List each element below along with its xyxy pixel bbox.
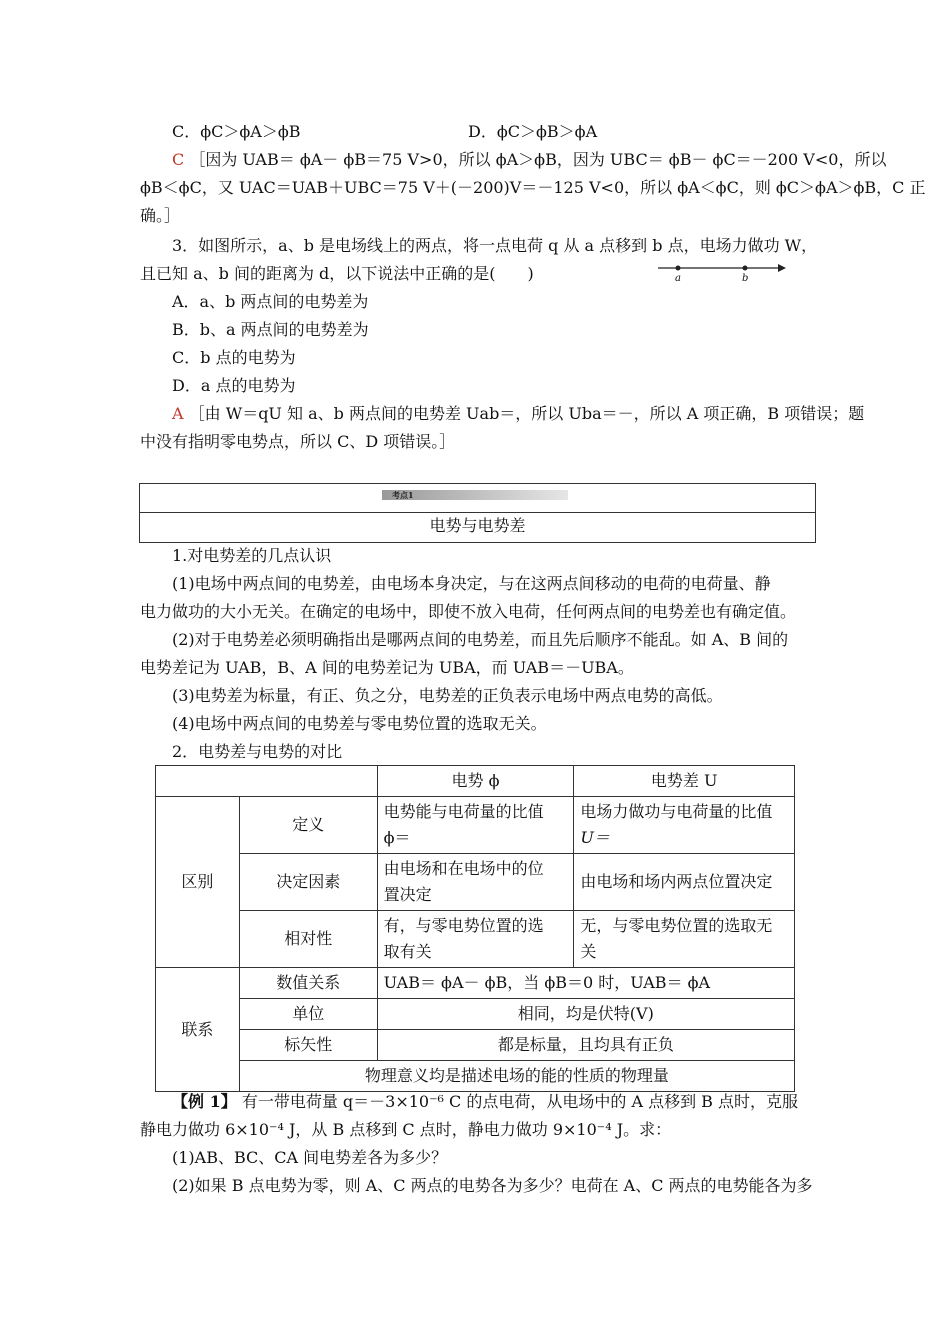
question3-option-c: C．b 点的电势为: [172, 348, 296, 367]
cell-meaning: 物理意义均是描述电场的能的性质的物理量: [239, 1061, 794, 1092]
table-corner-cell: [156, 766, 378, 797]
group-difference: 区别: [156, 797, 240, 968]
example1-text1: 有一带电荷量 q＝－3×10⁻⁶ C 的点电荷，从电场中的 A 点移到 B 点时，克服: [241, 1092, 799, 1111]
cell-text: ϕ＝: [383, 828, 411, 847]
cell-text: 无，与零电势位置的选取无: [580, 916, 773, 935]
point2-line2: 电势差记为 UAB，B、A 间的电势差记为 UBA，而 UAB＝－UBA。: [140, 658, 634, 677]
table-row: [156, 1061, 795, 1092]
cell-numeric: UAB＝ ϕA－ ϕB，当 ϕB＝0 时，UAB＝ ϕA: [377, 968, 794, 999]
cell-text: U＝: [580, 828, 610, 847]
cell-factors-difference: 由电场和场内两点位置决定: [574, 854, 795, 911]
cell-text: 电势能与电荷量的比值: [383, 802, 544, 821]
header-potential-difference: 电势差 U: [574, 766, 795, 797]
cell-text: 取有关: [383, 942, 432, 961]
cell-text: 由电场和在电场中的位: [383, 859, 544, 878]
cell-definition-potential: [377, 797, 574, 854]
option-d-text: ϕC＞ϕB＞ϕA: [496, 122, 598, 141]
section-tag-banner: [382, 490, 568, 500]
table-row: [156, 999, 795, 1030]
question3-line2: 且已知 a、b 间的距离为 d，以下说法中正确的是( ): [140, 264, 534, 283]
example1-question1: (1)AB、BC、CA 间电势差各为多少？: [172, 1148, 448, 1167]
row-label-unit: 单位: [239, 999, 377, 1030]
group-relation: 联系: [156, 968, 240, 1092]
answer3-text1: ［由 W＝qU 知 a、b 两点间的电势差 Uab＝，所以 Uba＝－，所以 A 项正确，B 项错误；题: [188, 404, 865, 423]
row-label-factors: 决定因素: [239, 854, 377, 911]
points-heading2: 2．电势差与电势的对比: [172, 742, 343, 761]
cell-text: 有，与零电势位置的选: [383, 916, 544, 935]
question3-option-a: A．a、b 两点间的电势差为: [172, 292, 369, 311]
table-row: [156, 911, 795, 968]
comparison-table: [155, 765, 795, 1092]
row-label-definition: 定义: [239, 797, 377, 854]
answer2-line2: ϕB＜ϕC，又 UAC＝UAB＋UBC＝75 V＋(－200)V＝－125 V<0，所以 ϕA＜ϕC，则 ϕC＞ϕA＞ϕB，C 正: [140, 178, 926, 197]
cell-unit: 相同，均是伏特(V): [377, 999, 794, 1030]
table-row: [156, 854, 795, 911]
option-d-label: D．: [468, 122, 497, 141]
section-tag: 考点1: [392, 490, 414, 500]
cell-text: 关: [580, 942, 597, 961]
option-c-text: ϕC＞ϕA＞ϕB: [200, 122, 301, 141]
cell-factors-potential: [377, 854, 574, 911]
field-arrow-icon: [778, 264, 786, 272]
table-row: [156, 1030, 795, 1061]
example1-line1: [172, 1092, 798, 1112]
table-row: [156, 968, 795, 999]
field-line-diagram: [650, 258, 790, 288]
row-label-scalar: 标矢性: [239, 1030, 377, 1061]
option-d: [468, 122, 597, 142]
answer2-letter: C: [172, 150, 185, 169]
option-c: [172, 122, 301, 142]
point1-line2: 电力做功的大小无关。在确定的电场中，即使不放入电荷，任何两点间的电势差也有确定值。: [140, 602, 797, 621]
section-divider: [140, 512, 815, 513]
point3: (3)电势差为标量，有正、负之分，电势差的正负表示电场中两点电势的高低。: [172, 686, 723, 705]
cell-text: 电场力做功与电荷量的比值: [580, 802, 773, 821]
option-c-label: C．: [172, 122, 201, 141]
points-heading1: 1.对电势差的几点认识: [172, 546, 332, 565]
point-b-label: b: [742, 273, 749, 284]
row-label-relativity: 相对性: [239, 911, 377, 968]
question3-option-d: D．a 点的电势为: [172, 376, 296, 395]
cell-text: 置决定: [383, 885, 432, 904]
answer2-line1: [172, 150, 886, 170]
section-box: [139, 483, 816, 543]
point1-line1: (1)电场中两点间的电势差，由电场本身决定，与在这两点间移动的电荷的电荷量、静: [172, 574, 771, 593]
answer3-letter: A: [172, 404, 184, 423]
answer2-line3: 确。］: [140, 206, 181, 225]
cell-relativity-difference: [574, 911, 795, 968]
header-potential: 电势 ϕ: [377, 766, 574, 797]
table-header-row: [156, 766, 795, 797]
cell-scalar: 都是标量，且均具有正负: [377, 1030, 794, 1061]
answer3-line2: 中没有指明零电势点，所以 C、D 项错误。］: [140, 432, 456, 451]
cell-relativity-potential: [377, 911, 574, 968]
point-b-dot: [743, 266, 748, 271]
point2-line1: (2)对于电势差必须明确指出是哪两点间的电势差，而且先后顺序不能乱。如 A、B 间的: [172, 630, 789, 649]
answer2-text1: ［因为 UAB＝ ϕA－ ϕB＝75 V>0，所以 ϕA＞ϕB，因为 UBC＝ ϕB－ ϕC＝－200 V<0，所以: [189, 150, 887, 169]
cell-definition-difference: [574, 797, 795, 854]
answer3-line1: [172, 404, 864, 424]
point-a-dot: [676, 266, 681, 271]
table-row: [156, 797, 795, 854]
section-title: 电势与电势差: [429, 516, 526, 535]
point-a-label: a: [675, 273, 681, 284]
question3-option-b: B．b、a 两点间的电势差为: [172, 320, 369, 339]
question3-line1: 3．如图所示，a、b 是电场线上的两点，将一点电荷 q 从 a 点移到 b 点，电场力做功 W，: [172, 236, 818, 255]
example1-question2: (2)如果 B 点电势为零，则 A、C 两点的电势各为多少？电荷在 A、C 两点的电势能各为多: [172, 1176, 813, 1195]
example1-label: 【例 1】: [172, 1092, 237, 1111]
point4: (4)电场中两点间的电势差与零电势位置的选取无关。: [172, 714, 547, 733]
example1-line2: 静电力做功 6×10⁻⁴ J，从 B 点移到 C 点时，静电力做功 9×10⁻⁴ J。求：: [140, 1120, 672, 1139]
row-label-numeric: 数值关系: [239, 968, 377, 999]
